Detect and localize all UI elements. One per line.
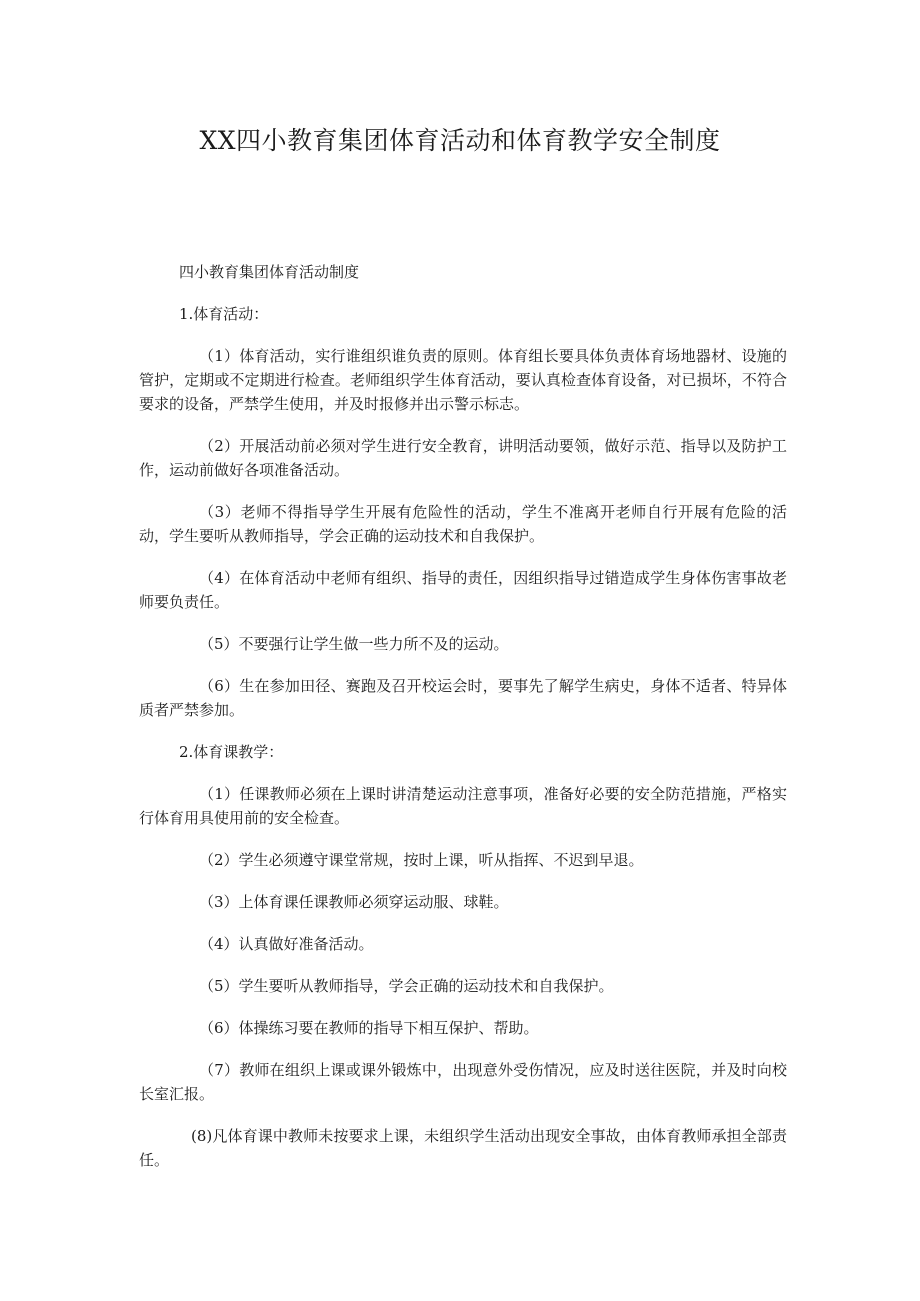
section-2-heading: 2.体育课教学：: [179, 743, 284, 761]
section-1-item-5: （5）不要强行让学生做一些力所不及的运动。: [199, 635, 509, 653]
section-2-item-7: （7）教师在组织上课或课外锻炼中，出现意外受伤情况，应及时送往医院，并及时向校长室汇报。: [139, 1061, 787, 1103]
section-2-item-6: （6）体操练习要在教师的指导下相互保护、帮助。: [199, 1019, 539, 1037]
section-1-item-1: （1）体育活动，实行谁组织谁负责的原则。体育组长要具体负责体育场地器材、设施的管护，定期或不定期进行检查。老师组织学生体育活动，要认真检查体育设备，对已损坏，不符合要求的设备，严禁学生使用，并及时报修并出示警示标志。: [139, 347, 787, 413]
section-2-item-3: （3）上体育课任课教师必须穿运动服、球鞋。: [199, 893, 509, 911]
section-2-item-5: （5）学生要听从教师指导，学会正确的运动技术和自我保护。: [199, 977, 614, 995]
section-1-item-4: （4）在体育活动中老师有组织、指导的责任，因组织指导过错造成学生身体伤害事故老师要负责任。: [139, 569, 787, 611]
section-2-item-8: (8)凡体育课中教师未按要求上课，未组织学生活动出现安全事故，由体育教师承担全部责任。: [139, 1127, 787, 1169]
section-1-item-3: （3）老师不得指导学生开展有危险性的活动，学生不准离开老师自行开展有危险的活动，学生要听从教师指导，学会正确的运动技术和自我保护。: [139, 503, 787, 545]
section-2-item-4: （4）认真做好准备活动。: [199, 935, 374, 953]
document-title: XX四小教育集团体育活动和体育教学安全制度: [199, 126, 721, 155]
document-body: [139, 260, 787, 1190]
section-2-item-2: （2）学生必须遵守课堂常规，按时上课，听从指挥、不迟到早退。: [199, 851, 644, 869]
section-1-item-2: （2）开展活动前必须对学生进行安全教育，讲明活动要领，做好示范、指导以及防护工作，运动前做好各项准备活动。: [139, 437, 787, 479]
section-1-item-6: （6）生在参加田径、赛跑及召开校运会时，要事先了解学生病史，身体不适者、特异体质者严禁参加。: [139, 677, 787, 719]
section-2-item-1: （1）任课教师必须在上课时讲清楚运动注意事项，准备好必要的安全防范措施，严格实行体育用具使用前的安全检查。: [139, 785, 787, 827]
subtitle: 四小教育集团体育活动制度: [179, 263, 360, 281]
section-1-heading: 1.体育活动：: [179, 305, 269, 323]
